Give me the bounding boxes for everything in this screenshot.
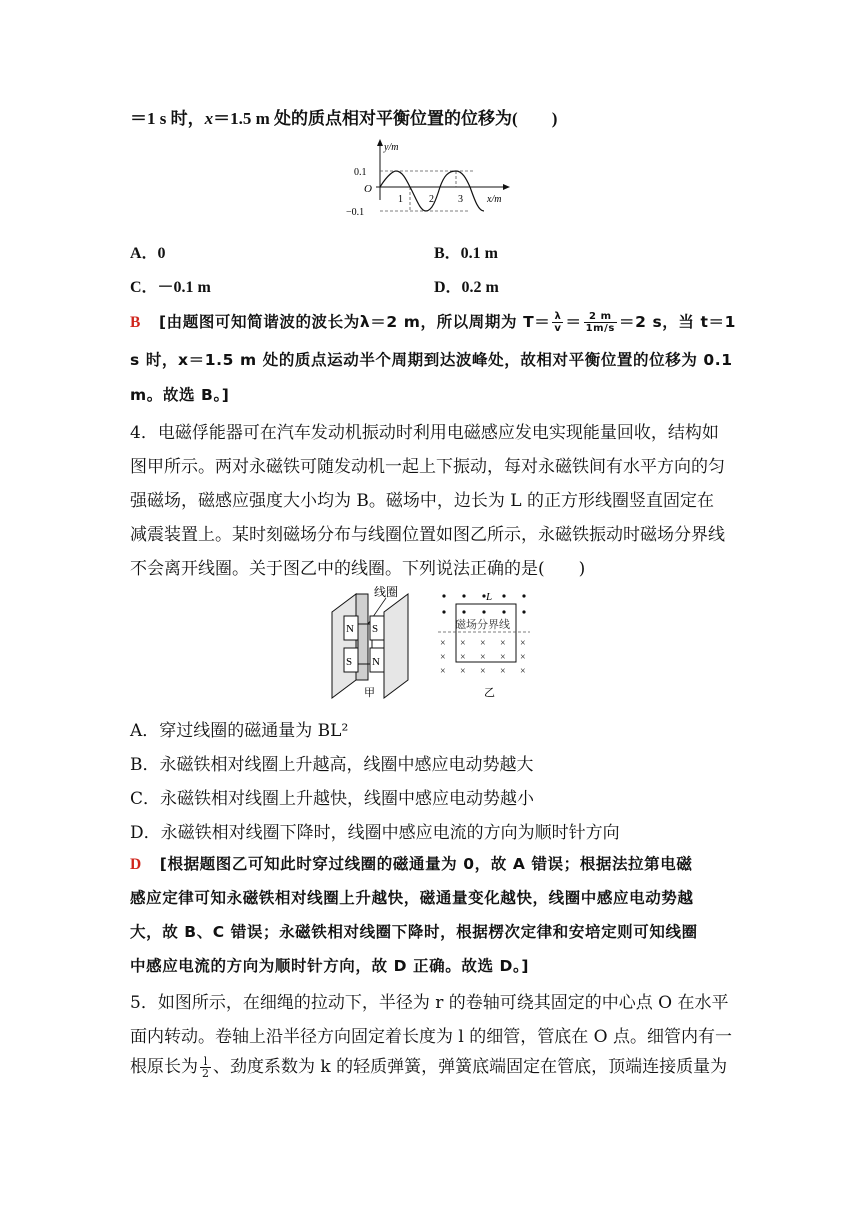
fraction-numerator: l — [200, 1056, 211, 1068]
q3-explanation-line-3: m。故选 B。] — [130, 386, 230, 404]
q4-option-b: B．永磁铁相对线圈上升越高，线圈中感应电动势越大 — [130, 755, 534, 775]
q4-stem-line-1: 4．电磁俘能器可在汽车发动机振动时利用电磁感应发电实现能量回收，结构如 — [130, 423, 719, 443]
stem-text: 、劲度系数为 k 的轻质弹簧，弹簧底端固定在管底，顶端连接质量为 — [213, 1057, 728, 1077]
fraction-2m-over-speed — [584, 311, 617, 334]
q4-explanation-line-3: 大，故 B、C 错误；永磁铁相对线圈下降时，根据楞次定律和安培定则可知线圈 — [130, 923, 698, 941]
svg-text:×: × — [500, 652, 506, 663]
q5-stem-line-2: 面内转动。卷轴上沿半径方向固定着长度为 l 的细管，管底在 O 点。细管内有一 — [130, 1027, 732, 1047]
q5-stem-line-1: 5．如图所示，在细绳的拉动下，半径为 r 的卷轴可绕其固定的中心点 O 在水平 — [130, 993, 729, 1013]
stem-text: ＝1 s 时， — [130, 109, 205, 128]
fraction-denominator: 1m/s — [585, 323, 615, 334]
magnet-n-label: N — [346, 623, 354, 635]
y-tick-label-neg: −0.1 — [346, 207, 365, 218]
q5-stem-line-3 — [130, 1052, 727, 1079]
magnet-n-label-right: N — [372, 656, 380, 668]
caption-yi: 乙 — [484, 687, 495, 699]
var-x: x — [204, 109, 214, 128]
stem-text: ＝1.5 m 处的质点相对平衡位置的位移为( ) — [213, 109, 558, 128]
q3-explanation-line-1 — [130, 310, 736, 334]
svg-text:×: × — [460, 638, 466, 649]
svg-text:×: × — [520, 652, 526, 663]
q4-stem-line-2: 图甲所示。两对永磁铁可随发动机一起上下振动，每对永磁铁间有水平方向的匀 — [130, 457, 725, 477]
q4-explanation-line-4: 中感应电流的方向为顺时针方向，故 D 正确。故选 D。] — [130, 957, 530, 975]
y-tick-label-pos: 0.1 — [354, 167, 367, 178]
q3-stem-tail — [130, 104, 557, 129]
explanation-text: [由题图可知简谐波的波长为λ＝2 m，所以周期为 T＝ — [158, 313, 551, 331]
answer-letter: D — [130, 856, 142, 873]
x-axis-label: x/m — [487, 194, 502, 205]
explanation-text: ＝ — [565, 313, 582, 331]
right-plate — [384, 594, 408, 698]
side-length-label: L — [486, 591, 493, 603]
svg-text:×: × — [500, 638, 506, 649]
magnet-s-label-right: S — [372, 623, 379, 635]
svg-text:×: × — [460, 652, 466, 663]
fraction-denominator: v — [554, 323, 562, 334]
svg-text:×: × — [480, 652, 486, 663]
x-tick-label-3: 3 — [458, 194, 463, 205]
q4-option-c: C．永磁铁相对线圈上升越快，线圈中感应电动势越小 — [130, 789, 535, 809]
svg-text:×: × — [460, 666, 466, 677]
svg-text:×: × — [520, 666, 526, 677]
q4-stem-line-4: 减震装置上。某时刻磁场分布与线圈位置如图乙所示，永磁铁振动时磁场分界线 — [130, 525, 725, 545]
q3-option-d: D．0.2 m — [434, 279, 499, 296]
svg-text:×: × — [440, 652, 446, 663]
fraction-numerator: λ — [552, 311, 563, 323]
svg-text:×: × — [440, 666, 446, 677]
left-plate — [332, 594, 356, 698]
caption-jia: 甲 — [364, 687, 375, 699]
explanation-text: ＝2 s，当 t＝1 — [618, 313, 736, 331]
answer-letter: B — [130, 314, 141, 331]
coil-label: 线圈 — [374, 585, 399, 599]
field-crosses — [440, 638, 526, 677]
q4-explanation-line-2: 感应定律可知永磁铁相对线圈上升越快，磁通量变化越快，线圈中感应电动势越 — [130, 889, 694, 907]
q4-option-a: A．穿过线圈的磁通量为 BL² — [130, 721, 349, 741]
q4-explanation-line-1 — [130, 852, 692, 874]
fraction-denominator: 2 — [202, 1067, 209, 1080]
stem-text: 根原长为 — [130, 1057, 198, 1077]
q3-explanation-line-2: s 时，x＝1.5 m 处的质点运动半个周期到达波峰处，故相对平衡位置的位移为 0.1 — [130, 351, 733, 369]
svg-text:×: × — [480, 638, 486, 649]
explanation-text: [根据题图乙可知此时穿过线圈的磁通量为 0，故 A 错误；根据法拉第电磁 — [159, 855, 693, 873]
q3-option-a: A．0 — [130, 245, 166, 262]
magnet-coil-figure — [326, 584, 536, 704]
q4-stem-line-3: 强磁场，磁感应强度大小均为 B。磁场中，边长为 L 的正方形线圈竖直固定在 — [130, 491, 714, 511]
boundary-label: 磁场分界线 — [455, 619, 510, 631]
wave-graph — [336, 138, 536, 228]
svg-text:×: × — [480, 666, 486, 677]
q4-stem-line-5: 不会离开线圈。关于图乙中的线圈。下列说法正确的是( ) — [130, 559, 586, 579]
magnet-s-label: S — [346, 656, 353, 668]
fraction-l-over-2 — [200, 1056, 211, 1079]
svg-text:×: × — [500, 666, 506, 677]
x-axis-arrow — [503, 184, 510, 190]
x-tick-label-2: 2 — [429, 194, 434, 205]
fraction-lambda-over-v — [552, 311, 563, 334]
q3-option-b: B．0.1 m — [434, 245, 499, 262]
y-axis-label: y/m — [384, 142, 399, 153]
svg-text:×: × — [440, 638, 446, 649]
wave-curve — [380, 171, 484, 211]
svg-text:×: × — [520, 638, 526, 649]
origin-label: O — [364, 183, 372, 195]
q4-option-d: D．永磁铁相对线圈下降时，线圈中感应电流的方向为顺时针方向 — [130, 823, 620, 843]
fraction-numerator: 2 m — [584, 311, 617, 323]
y-axis-arrow — [377, 139, 383, 146]
x-tick-label-1: 1 — [398, 194, 403, 205]
q3-option-c: C．－0.1 m — [130, 279, 211, 296]
